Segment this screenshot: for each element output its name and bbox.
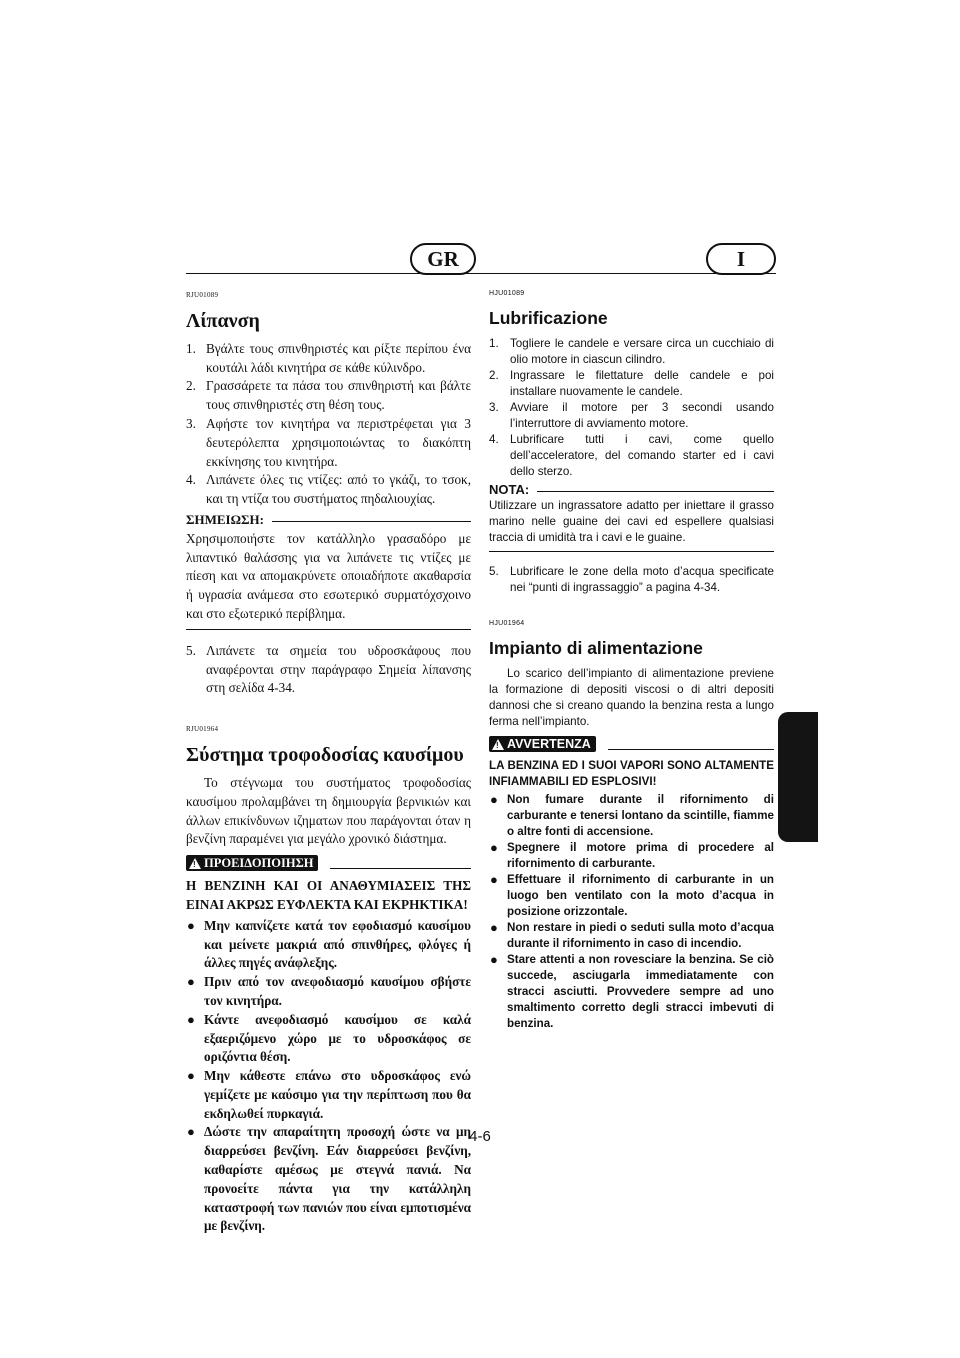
note-text: Χρησιμοποιήστε τον κατάλληλο γρασαδόρο με λιπαντικό θαλάσσης για να λιπάνετε τις ντίζες με πίεση και να απομακρύνετε οποιαδήποτε ακαθαρσία ή υγρασία ανάμεσα στο εσωτερικό συρματόχσχοινο και στο εξωτερικό περίβλημα. bbox=[186, 530, 471, 621]
italian-column bbox=[489, 286, 774, 1032]
note-label: NOTA: bbox=[489, 482, 530, 497]
step-list bbox=[186, 340, 471, 509]
language-badge-gr: GR bbox=[410, 243, 476, 275]
section-paragraph: Lo scarico dell’impianto di alimentazione previene la formazione di depositi viscosi o di altri depositi dannosi che si creano quando la benzina resta a lungo ferma nell’impianto. bbox=[489, 667, 774, 728]
note-header bbox=[186, 511, 471, 530]
list-item: ● Κάντε ανεφοδιασμό καυσίμου σε καλά εξαεριζόμενο χώρο με το υδροσκάφος σε οριζόντια θέση. bbox=[187, 1011, 471, 1065]
warning-title: LA BENZINA ED I SUOI VAPORI SONO ALTAMENTE INFIAMMABILI ED ESPLOSIVI! bbox=[489, 759, 774, 788]
list-item: 3. Avviare il motore per 3 secondi usando l’interruttore di avviamento motore. bbox=[489, 401, 774, 430]
warning-label: ! AVVERTENZA bbox=[489, 736, 596, 752]
bullet-icon: ● bbox=[187, 1011, 195, 1027]
chapter-tab bbox=[778, 712, 818, 842]
list-item: 1. Βγάλτε τους σπινθηριστές και ρίξτε περίπου ένα κουτάλι λάδι κινητήρα σε κάθε κύλινδρο. bbox=[186, 340, 471, 375]
list-item: 1. Togliere le candele e versare circa un cucchiaio di olio motore in ciascun cilindro. bbox=[489, 337, 774, 366]
list-item: 2. Γρασσάρετε τα πάσα του σπινθηριστή και βάλτε τους σπινθηριστές στη θέση τους. bbox=[186, 378, 471, 413]
step-list bbox=[489, 564, 774, 596]
section-code: HJU01964 bbox=[489, 620, 525, 627]
note-rule bbox=[489, 551, 774, 552]
warning-list bbox=[186, 917, 471, 1237]
note-rule bbox=[186, 629, 471, 630]
section-heading: Lubrificazione bbox=[489, 308, 608, 328]
section-heading: Λίπανση bbox=[186, 309, 260, 332]
greek-column bbox=[186, 286, 471, 1236]
list-item: 4. Lubrificare tutti i cavi, come quello dell’acceleratore, del comando starter ed i cavi dello sterzo. bbox=[489, 433, 774, 478]
list-item: 4. Λιπάνετε όλες τις ντίζες: από το γκάζι, το τσοκ, και τη ντίζα του συστήματος πηδαλιουχίας. bbox=[186, 472, 471, 507]
bullet-icon: ● bbox=[490, 920, 498, 935]
step-list bbox=[489, 336, 774, 480]
warning-label: ! ΠΡΟΕΙΔΟΠΟΙΗΣΗ bbox=[186, 855, 318, 871]
header-rule bbox=[186, 273, 776, 274]
list-item: ● Stare attenti a non rovesciare la benzina. Se ciò succede, asciugarla immediatamente con stracci asciutti. Provvedere sempre ad uno smaltimento corretto degli stracci imbevuti di benzina. bbox=[490, 952, 774, 1030]
section-code: RJU01089 bbox=[186, 291, 219, 299]
list-item: 3. Αφήστε τον κινητήρα να περιστρέφεται για 3 δευτερόλεπτα χρησιμοποιώντας το διακόπτη εκκίνησης του κινητήρα. bbox=[186, 415, 471, 469]
list-item: ● Μην κάθεστε επάνω στο υδροσκάφος ενώ γεμίζετε με καύσιμο για την περίπτωση που θα εκδηλωθεί πυρκαγιά. bbox=[187, 1068, 471, 1121]
bullet-icon: ● bbox=[187, 917, 195, 933]
bullet-icon: ● bbox=[187, 1124, 195, 1140]
section-code: RJU01964 bbox=[186, 725, 219, 734]
section-code: HJU01089 bbox=[489, 290, 525, 297]
bullet-icon: ● bbox=[187, 1068, 195, 1084]
section-paragraph: Το στέγνωμα του συστήματος τροφοδοσίας καυσίμου προλαμβάνει τη δημιουργία βερνικιών και άλλων επικίνδυνων ιζηματων που παράγονται όταν η βενζίνη παραμένει για μεγάλο χρονικό διάστημα. bbox=[186, 774, 471, 847]
note-header bbox=[489, 482, 774, 498]
list-item: ● Μην καπνίζετε κατά τον εφοδιασμό καυσίμου και μείνετε μακριά από σπινθήρες, φλόγες ή άλλες πηγές ανάφλεξης. bbox=[187, 917, 471, 971]
list-item: 5. Λιπάνετε τα σημεία του υδροσκάφους που αναφέρονται στην παράγραφο Σημεία λίπανσης στη σελίδα 4-34. bbox=[186, 642, 471, 696]
warning-icon: ! bbox=[492, 739, 504, 750]
bullet-icon: ● bbox=[490, 872, 498, 887]
bullet-icon: ● bbox=[490, 952, 498, 967]
list-item: 5. Lubrificare le zone della moto d’acqua specificate nei “punti di ingrassaggio” a pagina 4-34. bbox=[489, 565, 774, 594]
list-item: ● Non restare in piedi o seduti sulla moto d’acqua durante il rifornimento in caso di incendio. bbox=[490, 920, 774, 950]
note-label: ΣΗΜΕΙΩΣΗ: bbox=[186, 511, 264, 527]
bullet-icon: ● bbox=[490, 840, 498, 855]
bullet-icon: ● bbox=[490, 792, 498, 807]
warning-title: Η ΒΕΝΖΙΝΗ ΚΑΙ ΟΙ ΑΝΑΘΥΜΙΑΣΕΙΣ ΤΗΣ ΕΙΝΑΙ ΑΚΡΩΣ ΕΥΦΛΕΚΤΑ ΚΑΙ ΕΚΡΗΚΤΙΚΑ! bbox=[186, 878, 471, 912]
list-item: ● Δώστε την απαραίτητη προσοχή ώστε να μη διαρρεύσει βενζίνη. Εάν διαρρεύσει βενζίνη, καθαρίστε αμέσως με στεγνά πανιά. Να προνοείτε πάντα για την κατάλληλη καταστροφή των πανιών που είναι εμποτισμένα με βενζίνη. bbox=[187, 1124, 471, 1234]
list-item: ● Spegnere il motore prima di procedere al rifornimento di carburante. bbox=[490, 840, 774, 870]
warning-icon: ! bbox=[189, 858, 201, 869]
step-list bbox=[186, 642, 471, 698]
bullet-icon: ● bbox=[187, 974, 195, 990]
list-item: ● Effettuare il rifornimento di carburante in un luogo ben ventilato con la moto d’acqua in posizione orizzontale. bbox=[490, 872, 774, 918]
page-number: 4-6 bbox=[469, 1128, 491, 1145]
warning-header bbox=[489, 736, 774, 752]
note-text: Utilizzare un ingrassatore adatto per iniettare il grasso marino nelle guaine dei cavi ed espellere qualsiasi traccia di umidità tra i cavi e le guaine. bbox=[489, 499, 774, 544]
list-item: ● Πριν από τον ανεφοδιασμό καυσίμου σβήστε τον κινητήρα. bbox=[187, 974, 471, 1008]
list-item: ● Non fumare durante il rifornimento di carburante e tenersi lontano da scintille, fiamme o altre fonti di accensione. bbox=[490, 792, 774, 838]
list-item: 2. Ingrassare le filettature delle candele e poi installare nuovamente le candele. bbox=[489, 369, 774, 398]
section-heading: Σύστημα τροφοδοσίας καυσίμου bbox=[186, 743, 464, 766]
warning-list bbox=[489, 792, 774, 1032]
section-heading: Impianto di alimentazione bbox=[489, 638, 703, 658]
language-badge-i: I bbox=[706, 243, 776, 275]
warning-header bbox=[186, 855, 471, 871]
